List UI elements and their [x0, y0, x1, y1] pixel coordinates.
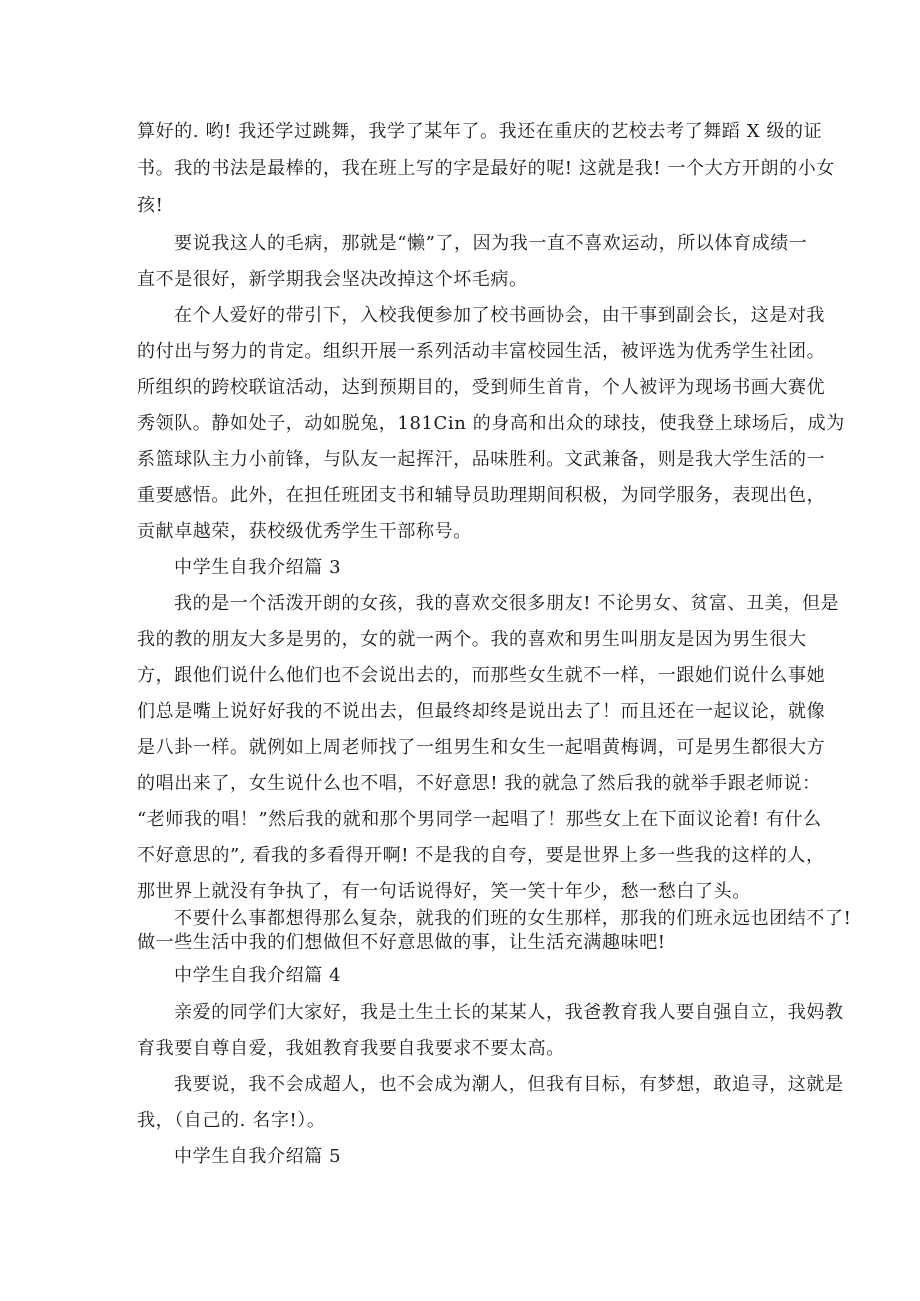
text-line: 我，（自己的. 名字!）。: [137, 1110, 326, 1131]
text-line: 做一些生活中我的们想做但不好意思做的事，让生活充满趣味吧!: [137, 932, 666, 953]
text-line: 们总是嘴上说好好我的不说出去，但最终却终是说出去了！而且还在一起议论，就像: [137, 701, 826, 722]
text-line: 直不是很好，新学期我会坚决改掉这个坏毛病。: [137, 269, 528, 290]
text-line: 在个人爱好的带引下，入校我便参加了校书画协会，由干事到副会长，这是对我: [174, 305, 825, 326]
text-line: 书。我的书法是最棒的，我在班上写的字是最好的呢! 这就是我! 一个大方开朗的小女: [137, 158, 835, 179]
text-line: “老师我的唱！”然后我的就和那个男同学一起唱了！那些女上在下面议论着! 有什么: [137, 809, 822, 830]
text-line: 重要感悟。此外，在担任班团支书和辅导员助理期间积极，为同学服务，表现出色，: [137, 485, 826, 506]
text-line: 不要什么事都想得那么复杂，就我的们班的女生那样，那我的们班永远也团结不了!: [174, 908, 852, 929]
text-line: 算好的. 哟! 我还学过跳舞，我学了某年了。我还在重庆的艺校去考了舞蹈 X 级的证: [137, 121, 823, 142]
text-line: 系篮球队主力小前锋，与队友一起挥汗，品味胜利。文武兼备，则是我大学生活的一: [137, 449, 826, 470]
text-line: 秀领队。静如处子，动如脱兔，181Cin 的身高和出众的球技，使我登上球场后，成为: [137, 413, 845, 434]
text-line: 所组织的跨校联谊活动，达到预期目的，受到师生首肯，个人被评为现场书画大赛优: [137, 377, 826, 398]
text-line: 方，跟他们说什么他们也不会说出去的，而那些女生就不一样，一跟她们说什么事她: [137, 665, 826, 686]
text-line: 亲爱的同学们大家好，我是土生土长的某某人，我爸教育我人要自强自立，我妈教: [174, 1002, 844, 1023]
section-heading: 中学生自我介绍篇 3: [174, 557, 342, 578]
text-line: 的付出与努力的肯定。组织开展一系列活动丰富校园生活，被评选为优秀学生社团。: [137, 341, 826, 362]
text-line: 贡献卓越荣，获校级优秀学生干部称号。: [137, 521, 472, 542]
text-line: 不好意思的”, 看我的多看得开啊! 不是我的自夸，要是世界上多一些我的这样的人，: [137, 845, 825, 866]
section-heading: 中学生自我介绍篇 5: [174, 1146, 342, 1167]
text-line: 育我要自尊自爱，我姐教育我要自我要求不要太高。: [137, 1038, 565, 1059]
text-line: 那世界上就没有争执了，有一句话说得好，笑一笑十年少，愁一愁白了头。: [137, 881, 751, 902]
text-line: 我要说，我不会成超人，也不会成为潮人，但我有目标，有梦想，敢追寻，这就是: [174, 1074, 844, 1095]
text-line: 的唱出来了，女生说什么也不唱，不好意思! 我的就急了然后我的就举手跟老师说：: [137, 773, 821, 794]
text-line: 我的是一个活泼开朗的女孩，我的喜欢交很多朋友! 不论男女、贫富、丑美，但是: [174, 593, 840, 614]
text-line: 要说我这人的毛病，那就是“懒”了，因为我一直不喜欢运动，所以体育成绩一: [174, 233, 808, 254]
text-line: 我的教的朋友大多是男的，女的就一两个。我的喜欢和男生叫朋友是因为男生很大: [137, 629, 807, 650]
text-line: 是八卦一样。就例如上周老师找了一组男生和女生一起唱黄梅调，可是男生都很大方: [137, 737, 826, 758]
text-line: 孩!: [137, 195, 164, 216]
section-heading: 中学生自我介绍篇 4: [174, 965, 342, 986]
